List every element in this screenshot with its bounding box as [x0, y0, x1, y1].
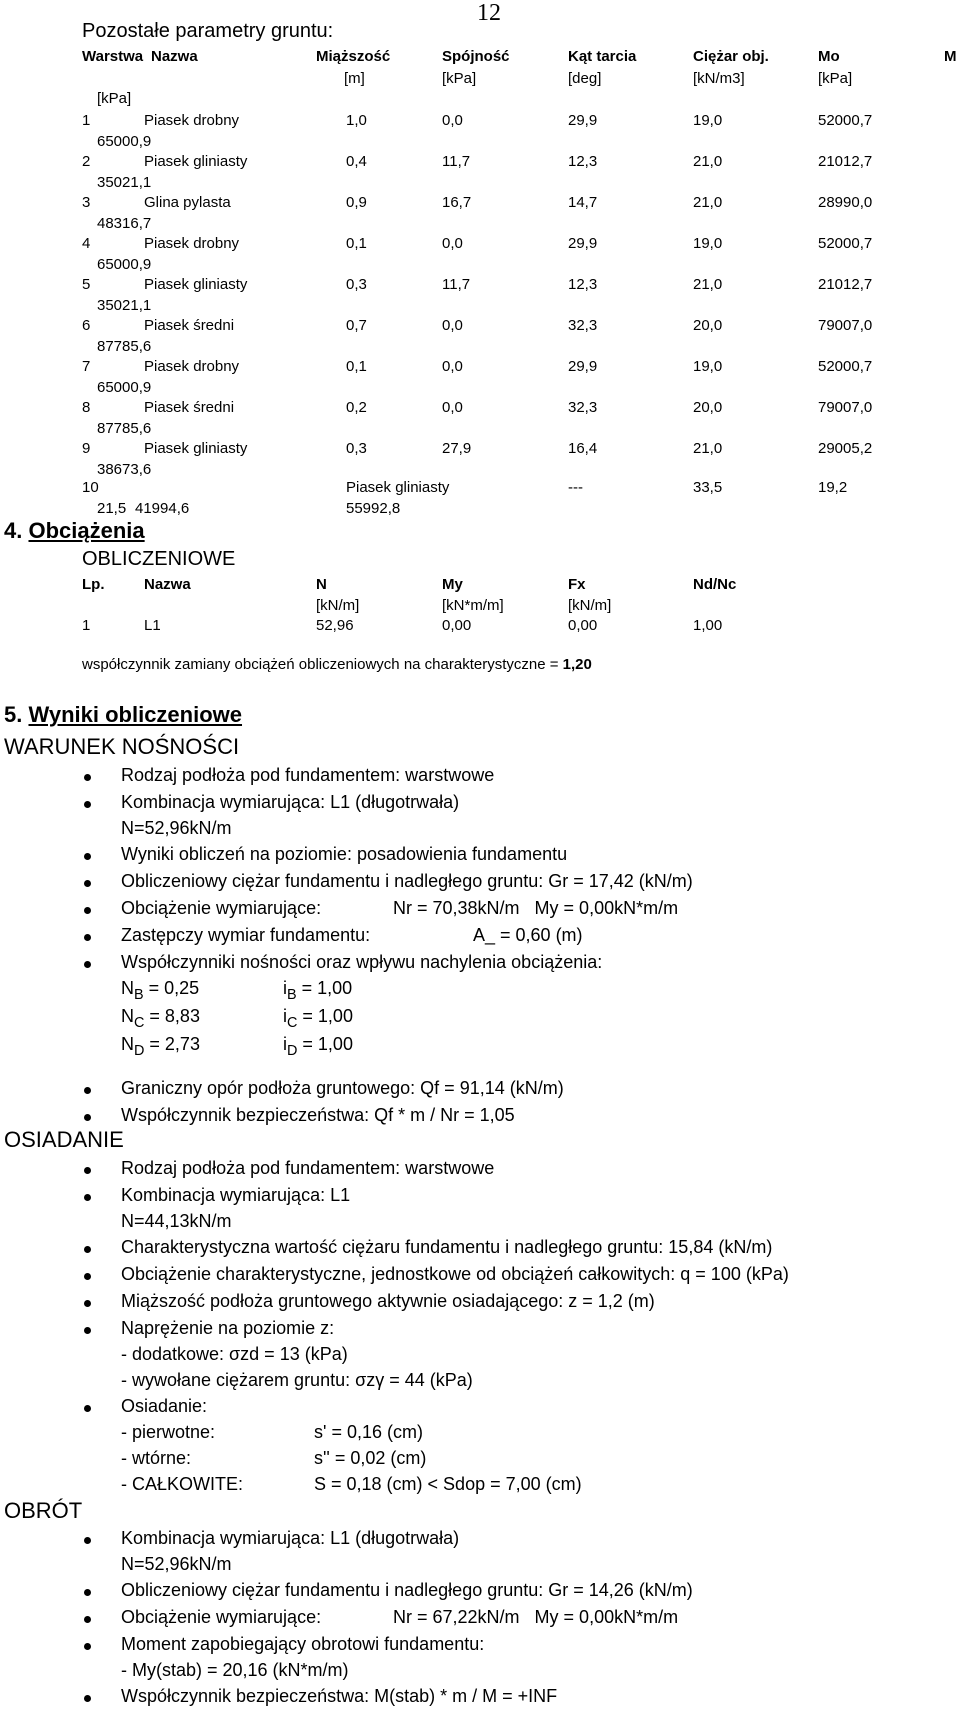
cell-name: Piasek gliniasty — [144, 440, 248, 457]
cell-mo: 79007,0 — [818, 317, 873, 334]
coef-n-symbol: N — [121, 1034, 134, 1054]
cell-m: 65000,9 — [97, 379, 152, 396]
cell-nr: 4 — [82, 235, 91, 252]
cell-c: 11,7 — [442, 153, 471, 170]
obrot-heading: OBRÓT — [4, 1498, 83, 1523]
cell-gamma: 20,0 — [693, 317, 723, 334]
cell-m: 87785,6 — [97, 338, 152, 355]
osiadanie-naprezenie: Naprężenie na poziomie z: — [121, 1318, 335, 1338]
unit-knm3: [kN/m3] — [693, 70, 745, 87]
cell-lp: 1 — [82, 617, 91, 634]
cell-nr: 6 — [82, 317, 91, 334]
coef-n-value: = 0,25 — [143, 978, 200, 998]
cell-m: 87785,6 — [97, 420, 152, 437]
nosnosc-heading: WARUNEK NOŚNOŚCI — [4, 734, 240, 759]
cell-gamma: 20,0 — [693, 399, 723, 416]
col-mo: Mo — [818, 48, 840, 65]
coef-n-symbol: N — [121, 978, 134, 998]
cell-phi: 16,4 — [568, 440, 598, 457]
col-ciezar: Ciężar obj. — [693, 48, 769, 65]
bullet — [84, 1114, 91, 1121]
cell-mo: 52000,7 — [818, 358, 873, 375]
loads-heading-title: Obciążenia — [28, 518, 145, 543]
cell-c: 0,0 — [442, 358, 463, 375]
cell-mo: 29005,2 — [818, 440, 873, 457]
cell-gamma: 21,0 — [693, 194, 723, 211]
coef-n-symbol: N — [121, 1006, 134, 1026]
cell-my: 0,00 — [442, 617, 472, 634]
results-heading-title: Wyniki obliczeniowe — [28, 702, 243, 727]
bullet — [84, 934, 91, 941]
obrot-n: N=52,96kN/m — [121, 1554, 232, 1574]
bullet — [84, 1300, 91, 1307]
osiadanie-pierwotne-value: s' = 0,16 (cm) — [314, 1422, 423, 1442]
bullet — [84, 1589, 91, 1596]
nosnosc-poziom: Wyniki obliczeń na poziomie: posadowienia fundamentu — [121, 844, 568, 864]
col-warstwa: Warstwa — [82, 48, 144, 65]
cell-nr: 10 — [82, 479, 99, 496]
cell-a: 33,5 — [693, 479, 723, 496]
bullet — [84, 1643, 91, 1650]
col-spojnosc: Spójność — [442, 48, 510, 65]
coefficient-i — [283, 1006, 353, 1031]
unit-my: [kN*m/m] — [442, 597, 504, 614]
unit-m-mod: [kPa] — [97, 90, 132, 107]
cell-c: 0,0 — [442, 235, 463, 252]
cell-nr: 3 — [82, 194, 91, 211]
bullet — [84, 961, 91, 968]
cell-h: 0,9 — [346, 194, 367, 211]
coef-i-symbol: i — [283, 978, 287, 998]
cell-c: 0,0 — [442, 399, 463, 416]
cell-nd: 1,00 — [693, 617, 723, 634]
obrot-obc-value: Nr = 67,22kN/m My = 0,00kN*m/m — [393, 1607, 679, 1627]
obrot-bezp: Współczynnik bezpieczeństwa: M(stab) * m / M = +INF — [121, 1686, 558, 1706]
nosnosc-gr: Obliczeniowy ciężar fundamentu i nadległego gruntu: Gr = 17,42 (kN/m) — [121, 871, 693, 891]
coefficient-n — [121, 1034, 200, 1059]
nosnosc-qf: Graniczny opór podłoża gruntowego: Qf = 91,14 (kN/m) — [121, 1078, 564, 1098]
cell-phi: 29,9 — [568, 235, 598, 252]
obrot-kombinacja: Kombinacja wymiarująca: L1 (długotrwała) — [121, 1528, 460, 1548]
cell-m: 38673,6 — [97, 461, 152, 478]
cell-c: 27,9 — [442, 440, 472, 457]
bullet — [84, 1327, 91, 1334]
cell-c: 21,5 — [97, 500, 127, 517]
col-nazwa: Nazwa — [144, 576, 191, 593]
cell-m: 65000,9 — [97, 256, 152, 273]
cell-phi: 32,3 — [568, 317, 598, 334]
unit-fx: [kN/m] — [568, 597, 612, 614]
cell-phi: 14,7 — [568, 194, 598, 211]
cell-name: Piasek drobny — [144, 235, 240, 252]
nosnosc-wymiar-value: A_ = 0,60 (m) — [473, 925, 583, 945]
cell-m: 35021,1 — [97, 174, 152, 191]
obrot-mstab: - My(stab) = 20,16 (kN*m/m) — [121, 1660, 349, 1680]
coef-i-symbol: i — [283, 1034, 287, 1054]
nosnosc-obc-value: Nr = 70,38kN/m My = 0,00kN*m/m — [393, 898, 679, 918]
cell-dash: --- — [568, 479, 583, 496]
cell-m: 65000,9 — [97, 133, 152, 150]
cell-nr: 7 — [82, 358, 91, 375]
obrot-gr: Obliczeniowy ciężar fundamentu i nadległego gruntu: Gr = 14,26 (kN/m) — [121, 1580, 693, 1600]
cell-h: 0,7 — [346, 317, 367, 334]
cell-c: 11,7 — [442, 276, 471, 293]
cell-mo: 21012,7 — [818, 276, 873, 293]
col-fx: Fx — [568, 576, 586, 593]
cell-name: Glina pylasta — [144, 194, 231, 211]
col-n: N — [316, 576, 327, 593]
loads-heading-num: 4. — [4, 518, 23, 543]
cell-phi: 32,3 — [568, 399, 598, 416]
coefficient-i — [283, 978, 352, 1003]
loads-heading — [4, 518, 145, 544]
col-my: My — [442, 576, 463, 593]
cell-gamma: 21,0 — [693, 153, 723, 170]
cell-e: 55992,8 — [346, 500, 401, 517]
osiadanie-calkowite-label: - CAŁKOWITE: — [121, 1474, 244, 1494]
osiadanie-heading: OSIADANIE — [4, 1127, 124, 1152]
cell-mo: 79007,0 — [818, 399, 873, 416]
col-m: M — [944, 48, 957, 65]
bullet — [84, 880, 91, 887]
bullet — [84, 907, 91, 914]
nosnosc-bezp: Współczynnik bezpieczeństwa: Qf * m / Nr = 1,05 — [121, 1105, 515, 1125]
cell-phi: 29,9 — [568, 112, 598, 129]
cell-h: 0,3 — [346, 276, 367, 293]
unit-m: [m] — [344, 70, 365, 87]
coef-i-value: = 1,00 — [296, 978, 353, 998]
loads-subtitle: OBLICZENIOWE — [82, 548, 236, 570]
cell-phi: 12,3 — [568, 276, 598, 293]
cell-mo: 28990,0 — [818, 194, 873, 211]
cell-gamma: 21,0 — [693, 440, 723, 457]
osiadanie-wywolane: - wywołane ciężarem gruntu: σzγ = 44 (kPa) — [121, 1370, 473, 1390]
bullet — [84, 1194, 91, 1201]
cell-h: 1,0 — [346, 112, 367, 129]
osiadanie-n: N=44,13kN/m — [121, 1211, 232, 1231]
conversion-factor-value: 1,20 — [562, 656, 592, 673]
cell-h: 0,1 — [346, 358, 367, 375]
coef-n-value: = 2,73 — [144, 1034, 200, 1054]
nosnosc-kombinacja: Kombinacja wymiarująca: L1 (długotrwała) — [121, 792, 460, 812]
osiadanie-wtorne-value: s'' = 0,02 (cm) — [314, 1448, 427, 1468]
cell-nr: 9 — [82, 440, 91, 457]
coefficient-n — [121, 978, 199, 1003]
results-heading-num: 5. — [4, 702, 23, 727]
cell-b: 19,2 — [818, 479, 848, 496]
coefficient-i — [283, 1034, 353, 1059]
cell-d: 41994,6 — [135, 500, 190, 517]
nosnosc-n: N=52,96kN/m — [121, 818, 232, 838]
cell-name: Piasek drobny — [144, 358, 240, 375]
osiadanie-label: Osiadanie: — [121, 1396, 208, 1416]
bullet — [84, 1695, 91, 1702]
cell-nr: 8 — [82, 399, 91, 416]
coef-i-symbol: i — [283, 1006, 287, 1026]
coef-n-sub: D — [134, 1043, 145, 1060]
cell-mo: 21012,7 — [818, 153, 873, 170]
cell-gamma: 19,0 — [693, 358, 723, 375]
osiadanie-kombinacja: Kombinacja wymiarująca: L1 — [121, 1185, 351, 1205]
nosnosc-wspolczynniki: Współczynniki nośności oraz wpływu nachylenia obciążenia: — [121, 952, 603, 972]
col-kat-tarcia: Kąt tarcia — [568, 48, 637, 65]
unit-mo: [kPa] — [818, 70, 853, 87]
nosnosc-obc-label: Obciążenie wymiarujące: — [121, 898, 322, 918]
coef-i-value: = 1,00 — [297, 1006, 353, 1026]
osiadanie-ciezar: Charakterystyczna wartość ciężaru fundamentu i nadległego gruntu: 15,84 (kN/m) — [121, 1237, 773, 1257]
cell-mo: 52000,7 — [818, 112, 873, 129]
cell-name: Piasek gliniasty — [144, 276, 248, 293]
col-nd-nc: Nd/Nc — [693, 576, 737, 593]
osiadanie-q: Obciążenie charakterystyczne, jednostkowe od obciążeń całkowitych: q = 100 (kPa) — [121, 1264, 789, 1284]
cell-c: 0,0 — [442, 317, 463, 334]
osiadanie-dodatkowe: - dodatkowe: σzd = 13 (kPa) — [121, 1344, 348, 1364]
cell-name: Piasek gliniasty — [346, 479, 450, 496]
nosnosc-rodzaj: Rodzaj podłoża pod fundamentem: warstwowe — [121, 765, 495, 785]
bullet — [84, 1167, 91, 1174]
coef-i-sub: B — [287, 987, 297, 1004]
osiadanie-z: Miąższość podłoża gruntowego aktywnie osiadającego: z = 1,2 (m) — [121, 1291, 655, 1311]
bullet — [84, 1405, 91, 1412]
bullet — [84, 801, 91, 808]
osiadanie-calkowite-value: S = 0,18 (cm) < Sdop = 7,00 (cm) — [314, 1474, 582, 1494]
unit-deg: [deg] — [568, 70, 602, 87]
results-heading — [4, 702, 242, 728]
col-miazszosc: Miąższość — [316, 48, 391, 65]
bullet — [84, 1537, 91, 1544]
bullet — [84, 774, 91, 781]
coef-i-value: = 1,00 — [297, 1034, 353, 1054]
page-number: 12 — [477, 0, 501, 26]
soil-table-title: Pozostałe parametry gruntu: — [82, 20, 334, 42]
bullet — [84, 853, 91, 860]
coef-n-sub: C — [134, 1015, 145, 1032]
osiadanie-rodzaj: Rodzaj podłoża pod fundamentem: warstwowe — [121, 1158, 495, 1178]
cell-name: Piasek gliniasty — [144, 153, 248, 170]
cell-name: Piasek średni — [144, 317, 235, 334]
cell-c: 16,7 — [442, 194, 472, 211]
cell-nr: 5 — [82, 276, 91, 293]
cell-name: Piasek średni — [144, 399, 235, 416]
cell-n: 52,96 — [316, 617, 354, 634]
cell-nr: 2 — [82, 153, 91, 170]
cell-h: 0,2 — [346, 399, 367, 416]
bullet — [84, 1273, 91, 1280]
cell-gamma: 19,0 — [693, 112, 723, 129]
cell-gamma: 21,0 — [693, 276, 723, 293]
obrot-obc-label: Obciążenie wymiarujące: — [121, 1607, 322, 1627]
coef-n-sub: B — [134, 987, 144, 1004]
cell-m: 35021,1 — [97, 297, 152, 314]
cell-mo: 52000,7 — [818, 235, 873, 252]
unit-kpa: [kPa] — [442, 70, 477, 87]
conversion-factor — [82, 656, 592, 673]
cell-nr: 1 — [82, 112, 91, 129]
osiadanie-pierwotne-label: - pierwotne: — [121, 1422, 216, 1442]
unit-n: [kN/m] — [316, 597, 360, 614]
coef-i-sub: D — [287, 1043, 298, 1060]
cell-h: 0,3 — [346, 440, 367, 457]
bullet — [84, 1087, 91, 1094]
cell-gamma: 19,0 — [693, 235, 723, 252]
cell-phi: 12,3 — [568, 153, 598, 170]
bullet — [84, 1246, 91, 1253]
cell-h: 0,4 — [346, 153, 367, 170]
osiadanie-wtorne-label: - wtórne: — [121, 1448, 192, 1468]
cell-c: 0,0 — [442, 112, 463, 129]
conversion-factor-text: współczynnik zamiany obciążeń obliczeniowych na charakterystyczne = — [82, 656, 563, 673]
cell-m: 48316,7 — [97, 215, 152, 232]
cell-h: 0,1 — [346, 235, 367, 252]
col-nazwa: Nazwa — [151, 48, 198, 65]
cell-phi: 29,9 — [568, 358, 598, 375]
coef-i-sub: C — [287, 1015, 298, 1032]
coefficient-n — [121, 1006, 200, 1031]
obrot-moment: Moment zapobiegający obrotowi fundamentu: — [121, 1634, 485, 1654]
cell-name: Piasek drobny — [144, 112, 240, 129]
cell-name: L1 — [144, 617, 161, 634]
bullet — [84, 1616, 91, 1623]
nosnosc-wymiar-label: Zastępczy wymiar fundamentu: — [121, 925, 371, 945]
coef-n-value: = 8,83 — [144, 1006, 200, 1026]
col-lp: Lp. — [82, 576, 105, 593]
cell-fx: 0,00 — [568, 617, 598, 634]
